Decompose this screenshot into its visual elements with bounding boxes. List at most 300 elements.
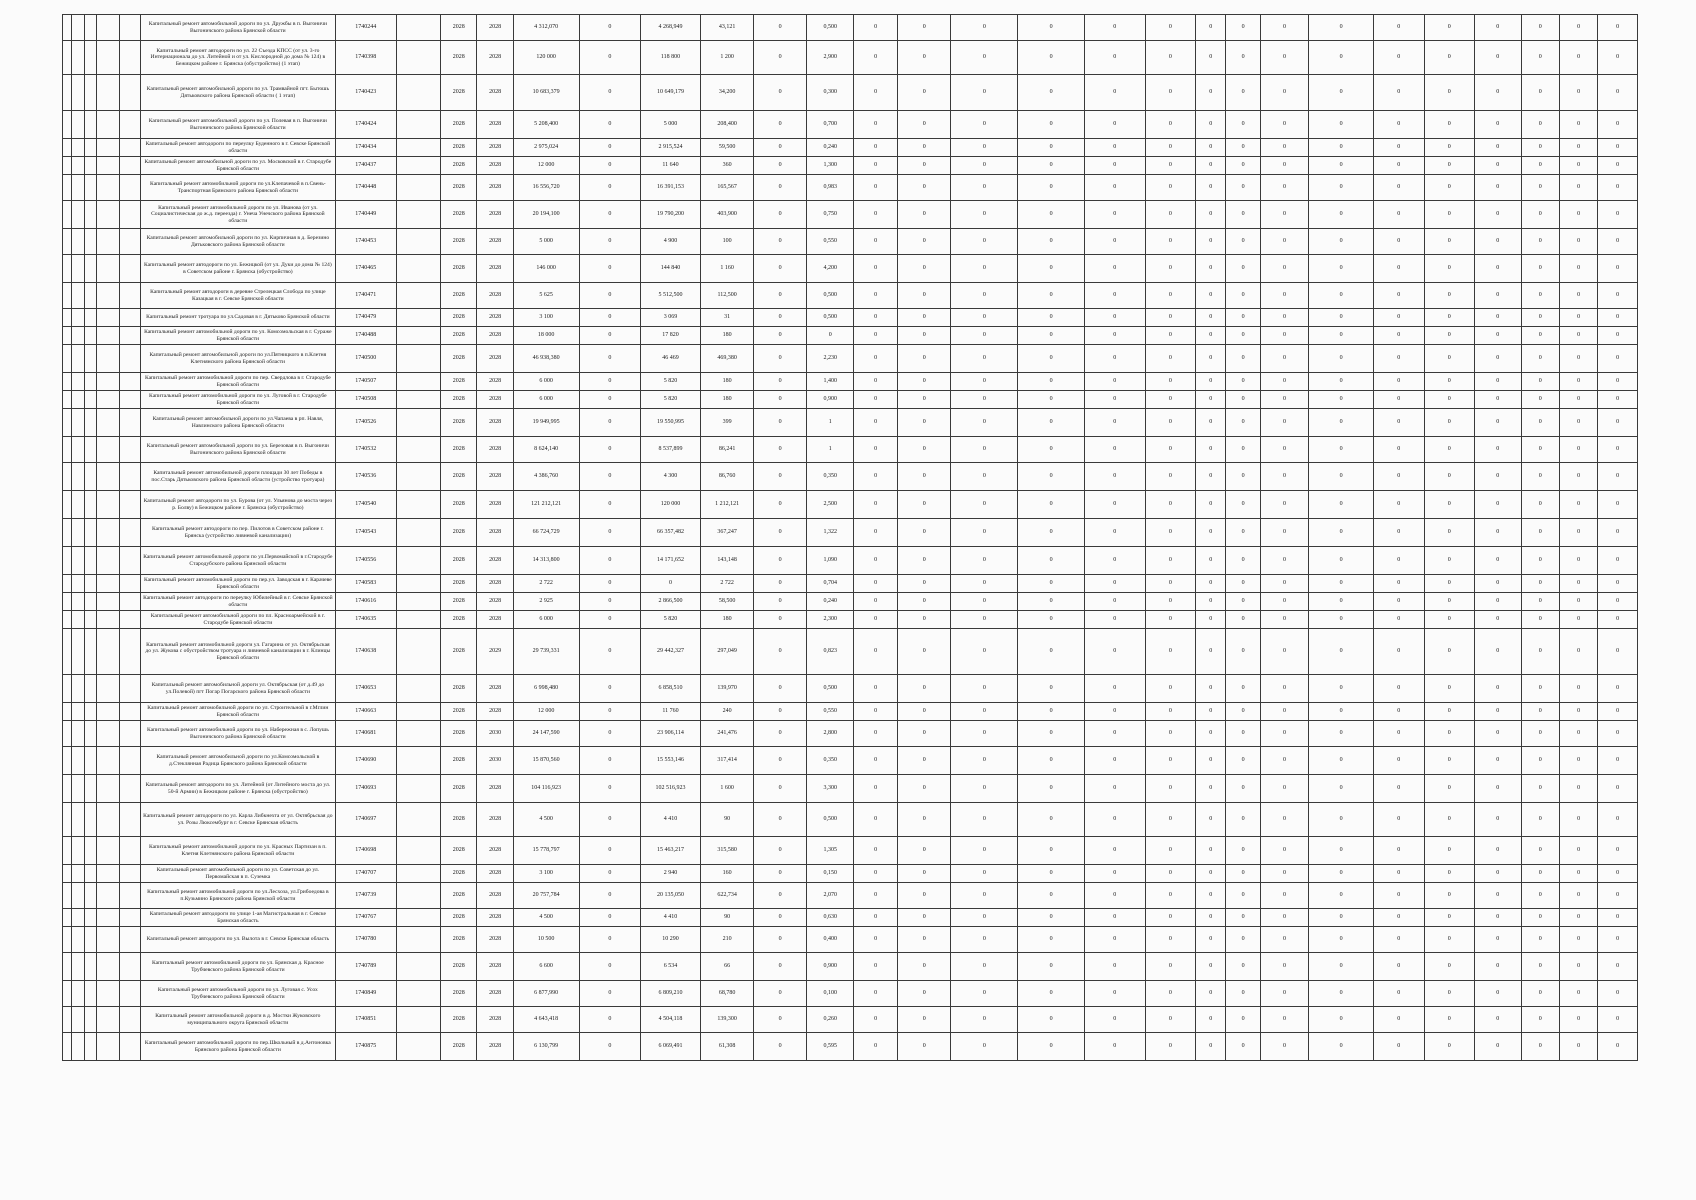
other-sources-cell: 0 [754, 575, 807, 593]
empty-cell [396, 1033, 440, 1061]
zero-value-cell: 0 [1260, 229, 1309, 255]
zero-value-cell: 0 [1559, 721, 1597, 747]
blank-cell [63, 629, 72, 675]
other-sources-cell: 0 [754, 75, 807, 111]
zero-value-cell: 0 [1475, 547, 1522, 575]
zero-value-cell: 0 [1559, 629, 1597, 675]
end-year-cell: 2028 [477, 703, 513, 721]
other-sources-cell: 0 [754, 345, 807, 373]
length-km-cell: 1 [806, 437, 854, 463]
start-year-cell: 2028 [441, 283, 477, 309]
zero-value-cell: 0 [897, 803, 951, 837]
zero-value-cell: 0 [1424, 345, 1475, 373]
object-code-cell: 1740479 [335, 309, 396, 327]
object-code-cell: 1740681 [335, 721, 396, 747]
zero-value-cell: 0 [1196, 1033, 1226, 1061]
zero-value-cell: 0 [1475, 775, 1522, 803]
regional-budget-cell: 11 640 [641, 157, 701, 175]
zero-value-cell: 0 [1309, 139, 1374, 157]
zero-value-cell: 0 [1145, 629, 1196, 675]
blank-cell [63, 547, 72, 575]
start-year-cell: 2028 [441, 391, 477, 409]
start-year-cell: 2028 [441, 547, 477, 575]
blank-cell [72, 1007, 85, 1033]
end-year-cell: 2028 [477, 309, 513, 327]
blank-cell [72, 519, 85, 547]
zero-value-cell: 0 [1559, 519, 1597, 547]
table-row [63, 75, 1638, 111]
empty-cell [396, 865, 440, 883]
zero-value-cell: 0 [1598, 1033, 1638, 1061]
zero-value-cell: 0 [951, 547, 1018, 575]
blank-cell [63, 611, 72, 629]
blank-cell [85, 575, 97, 593]
table-row [63, 463, 1638, 491]
object-name-cell: Капитальный ремонт автомобильной дороги по пер. Свердлова в г. Стародубе Брянской области [140, 373, 335, 391]
zero-value-cell: 0 [1018, 409, 1085, 437]
object-code-cell: 1740616 [335, 593, 396, 611]
zero-value-cell: 0 [1260, 909, 1309, 927]
zero-value-cell: 0 [1475, 309, 1522, 327]
table-row [63, 1007, 1638, 1033]
zero-value-cell: 0 [1559, 803, 1597, 837]
road-repair-table [62, 14, 1638, 1061]
zero-value-cell: 0 [1598, 1007, 1638, 1033]
empty-cell [396, 837, 440, 865]
zero-value-cell: 0 [1309, 463, 1374, 491]
blank-cell [63, 409, 72, 437]
regional-budget-cell: 14 171,652 [641, 547, 701, 575]
local-budget-cell: 59,500 [700, 139, 754, 157]
zero-value-cell: 0 [1521, 675, 1559, 703]
local-budget-cell: 210 [700, 927, 754, 953]
blank-cell [97, 1007, 119, 1033]
table-row [63, 437, 1638, 463]
blank-cell [63, 175, 72, 201]
empty-cell [396, 309, 440, 327]
zero-value-cell: 0 [1309, 837, 1374, 865]
zero-value-cell: 0 [951, 629, 1018, 675]
zero-value-cell: 0 [1373, 437, 1424, 463]
zero-value-cell: 0 [1018, 775, 1085, 803]
zero-value-cell: 0 [854, 175, 897, 201]
zero-value-cell: 0 [1521, 953, 1559, 981]
blank-cell [97, 703, 119, 721]
object-code-cell: 1740767 [335, 909, 396, 927]
zero-value-cell: 0 [1018, 463, 1085, 491]
zero-value-cell: 0 [897, 175, 951, 201]
blank-cell [97, 15, 119, 41]
federal-budget-cell: 0 [579, 927, 641, 953]
zero-value-cell: 0 [1145, 593, 1196, 611]
blank-cell [97, 803, 119, 837]
empty-cell [396, 391, 440, 409]
zero-value-cell: 0 [1424, 175, 1475, 201]
zero-value-cell: 0 [1260, 391, 1309, 409]
zero-value-cell: 0 [1018, 803, 1085, 837]
start-year-cell: 2028 [441, 575, 477, 593]
start-year-cell: 2028 [441, 953, 477, 981]
start-year-cell: 2028 [441, 593, 477, 611]
zero-value-cell: 0 [1373, 775, 1424, 803]
zero-value-cell: 0 [1424, 927, 1475, 953]
zero-value-cell: 0 [1559, 927, 1597, 953]
zero-value-cell: 0 [897, 575, 951, 593]
blank-cell [72, 283, 85, 309]
zero-value-cell: 0 [1424, 255, 1475, 283]
zero-value-cell: 0 [897, 547, 951, 575]
blank-cell [63, 201, 72, 229]
zero-value-cell: 0 [1196, 201, 1226, 229]
zero-value-cell: 0 [951, 75, 1018, 111]
zero-value-cell: 0 [951, 703, 1018, 721]
zero-value-cell: 0 [1559, 953, 1597, 981]
regional-budget-cell: 11 760 [641, 703, 701, 721]
federal-budget-cell: 0 [579, 463, 641, 491]
zero-value-cell: 0 [1309, 157, 1374, 175]
zero-value-cell: 0 [1018, 1033, 1085, 1061]
blank-cell [119, 1033, 140, 1061]
zero-value-cell: 0 [1373, 721, 1424, 747]
zero-value-cell: 0 [951, 721, 1018, 747]
zero-value-cell: 0 [1226, 373, 1260, 391]
object-name-cell: Капитальный ремонт автомобильной дороги по ул. Луговой в г. Стародубе Брянской области [140, 391, 335, 409]
end-year-cell: 2028 [477, 139, 513, 157]
zero-value-cell: 0 [1559, 229, 1597, 255]
zero-value-cell: 0 [1018, 703, 1085, 721]
blank-cell [97, 345, 119, 373]
object-name-cell: Капитальный ремонт автомобильной дороги по ул. Луговая с. Усох Трубчевского района Брянской области [140, 981, 335, 1007]
zero-value-cell: 0 [1084, 927, 1145, 953]
federal-budget-cell: 0 [579, 593, 641, 611]
object-code-cell: 1740449 [335, 201, 396, 229]
zero-value-cell: 0 [1309, 41, 1374, 75]
zero-value-cell: 0 [1145, 837, 1196, 865]
zero-value-cell: 0 [1196, 409, 1226, 437]
blank-cell [63, 157, 72, 175]
zero-value-cell: 0 [1598, 803, 1638, 837]
other-sources-cell: 0 [754, 865, 807, 883]
zero-value-cell: 0 [1145, 437, 1196, 463]
blank-cell [85, 865, 97, 883]
blank-cell [85, 981, 97, 1007]
zero-value-cell: 0 [854, 865, 897, 883]
end-year-cell: 2028 [477, 611, 513, 629]
zero-value-cell: 0 [1145, 803, 1196, 837]
end-year-cell: 2028 [477, 1033, 513, 1061]
zero-value-cell: 0 [1018, 373, 1085, 391]
blank-cell [85, 229, 97, 255]
zero-value-cell: 0 [1018, 75, 1085, 111]
zero-value-cell: 0 [1475, 409, 1522, 437]
table-row [63, 865, 1638, 883]
blank-cell [72, 629, 85, 675]
zero-value-cell: 0 [854, 345, 897, 373]
start-year-cell: 2028 [441, 175, 477, 201]
other-sources-cell: 0 [754, 547, 807, 575]
local-budget-cell: 622,734 [700, 883, 754, 909]
zero-value-cell: 0 [854, 391, 897, 409]
local-budget-cell: 86,760 [700, 463, 754, 491]
regional-budget-cell: 17 820 [641, 327, 701, 345]
zero-value-cell: 0 [1196, 437, 1226, 463]
regional-budget-cell: 15 463,217 [641, 837, 701, 865]
length-km-cell: 2,800 [806, 721, 854, 747]
blank-cell [63, 1007, 72, 1033]
zero-value-cell: 0 [1475, 41, 1522, 75]
other-sources-cell: 0 [754, 373, 807, 391]
federal-budget-cell: 0 [579, 1033, 641, 1061]
end-year-cell: 2028 [477, 255, 513, 283]
blank-cell [72, 75, 85, 111]
length-km-cell: 0 [806, 327, 854, 345]
zero-value-cell: 0 [1196, 175, 1226, 201]
blank-cell [97, 327, 119, 345]
regional-budget-cell: 16 391,153 [641, 175, 701, 201]
blank-cell [85, 309, 97, 327]
zero-value-cell: 0 [1373, 283, 1424, 309]
other-sources-cell: 0 [754, 629, 807, 675]
zero-value-cell: 0 [1309, 547, 1374, 575]
blank-cell [63, 927, 72, 953]
federal-budget-cell: 0 [579, 703, 641, 721]
zero-value-cell: 0 [951, 1033, 1018, 1061]
regional-budget-cell: 46 469 [641, 345, 701, 373]
zero-value-cell: 0 [1424, 675, 1475, 703]
regional-budget-cell: 10 649,179 [641, 75, 701, 111]
zero-value-cell: 0 [1226, 927, 1260, 953]
zero-value-cell: 0 [1260, 139, 1309, 157]
zero-value-cell: 0 [897, 883, 951, 909]
zero-value-cell: 0 [1521, 837, 1559, 865]
zero-value-cell: 0 [897, 41, 951, 75]
total-cost-cell: 4 643,418 [513, 1007, 579, 1033]
blank-cell [72, 865, 85, 883]
zero-value-cell: 0 [1559, 309, 1597, 327]
zero-value-cell: 0 [1196, 75, 1226, 111]
blank-cell [72, 255, 85, 283]
local-budget-cell: 90 [700, 803, 754, 837]
start-year-cell: 2028 [441, 327, 477, 345]
zero-value-cell: 0 [1196, 157, 1226, 175]
zero-value-cell: 0 [1196, 865, 1226, 883]
local-budget-cell: 208,400 [700, 111, 754, 139]
zero-value-cell: 0 [1018, 345, 1085, 373]
zero-value-cell: 0 [1521, 721, 1559, 747]
zero-value-cell: 0 [1559, 909, 1597, 927]
zero-value-cell: 0 [1424, 575, 1475, 593]
blank-cell [119, 865, 140, 883]
start-year-cell: 2028 [441, 41, 477, 75]
zero-value-cell: 0 [1373, 255, 1424, 283]
length-km-cell: 0,750 [806, 201, 854, 229]
object-name-cell: Капитальный ремонт автомобильной дороги по ул. Брянская д. Красное Трубчевского района Брянской области [140, 953, 335, 981]
length-km-cell: 1,400 [806, 373, 854, 391]
blank-cell [72, 981, 85, 1007]
zero-value-cell: 0 [1424, 437, 1475, 463]
zero-value-cell: 0 [1598, 75, 1638, 111]
blank-cell [85, 883, 97, 909]
zero-value-cell: 0 [1145, 345, 1196, 373]
zero-value-cell: 0 [1018, 157, 1085, 175]
object-code-cell: 1740653 [335, 675, 396, 703]
zero-value-cell: 0 [1475, 15, 1522, 41]
other-sources-cell: 0 [754, 703, 807, 721]
zero-value-cell: 0 [1424, 519, 1475, 547]
zero-value-cell: 0 [854, 675, 897, 703]
zero-value-cell: 0 [854, 41, 897, 75]
empty-cell [396, 721, 440, 747]
blank-cell [63, 15, 72, 41]
zero-value-cell: 0 [1260, 703, 1309, 721]
zero-value-cell: 0 [1260, 547, 1309, 575]
zero-value-cell: 0 [1598, 747, 1638, 775]
zero-value-cell: 0 [1196, 611, 1226, 629]
zero-value-cell: 0 [951, 519, 1018, 547]
zero-value-cell: 0 [897, 201, 951, 229]
zero-value-cell: 0 [1084, 373, 1145, 391]
federal-budget-cell: 0 [579, 519, 641, 547]
regional-budget-cell: 66 357,482 [641, 519, 701, 547]
zero-value-cell: 0 [1559, 345, 1597, 373]
federal-budget-cell: 0 [579, 283, 641, 309]
object-code-cell: 1740663 [335, 703, 396, 721]
zero-value-cell: 0 [1309, 75, 1374, 111]
zero-value-cell: 0 [1226, 309, 1260, 327]
zero-value-cell: 0 [1226, 547, 1260, 575]
local-budget-cell: 399 [700, 409, 754, 437]
length-km-cell: 0,500 [806, 675, 854, 703]
zero-value-cell: 0 [1373, 229, 1424, 255]
object-name-cell: Капитальный ремонт тротуара по ул.Садовая в г. Дятьково Брянской области [140, 309, 335, 327]
federal-budget-cell: 0 [579, 953, 641, 981]
object-name-cell: Капитальный ремонт автомобильной дороги по ул.Клепачевой в п.Свень-Транспортная Брянского района Брянской области [140, 175, 335, 201]
length-km-cell: 0,900 [806, 391, 854, 409]
total-cost-cell: 8 624,140 [513, 437, 579, 463]
blank-cell [85, 629, 97, 675]
empty-cell [396, 611, 440, 629]
blank-cell [85, 953, 97, 981]
zero-value-cell: 0 [1475, 909, 1522, 927]
table-row [63, 611, 1638, 629]
blank-cell [119, 345, 140, 373]
zero-value-cell: 0 [1196, 837, 1226, 865]
blank-cell [63, 703, 72, 721]
zero-value-cell: 0 [1424, 75, 1475, 111]
blank-cell [63, 747, 72, 775]
zero-value-cell: 0 [897, 391, 951, 409]
zero-value-cell: 0 [1309, 1033, 1374, 1061]
zero-value-cell: 0 [1084, 437, 1145, 463]
table-row [63, 409, 1638, 437]
blank-cell [119, 175, 140, 201]
zero-value-cell: 0 [1598, 201, 1638, 229]
start-year-cell: 2028 [441, 463, 477, 491]
zero-value-cell: 0 [1226, 629, 1260, 675]
zero-value-cell: 0 [1145, 283, 1196, 309]
local-budget-cell: 1 212,121 [700, 491, 754, 519]
blank-cell [97, 409, 119, 437]
regional-budget-cell: 6 534 [641, 953, 701, 981]
zero-value-cell: 0 [1559, 391, 1597, 409]
zero-value-cell: 0 [1018, 721, 1085, 747]
regional-budget-cell: 3 069 [641, 309, 701, 327]
zero-value-cell: 0 [1475, 519, 1522, 547]
zero-value-cell: 0 [1018, 953, 1085, 981]
local-budget-cell: 66 [700, 953, 754, 981]
zero-value-cell: 0 [1196, 747, 1226, 775]
total-cost-cell: 3 100 [513, 309, 579, 327]
zero-value-cell: 0 [1373, 883, 1424, 909]
blank-cell [97, 201, 119, 229]
blank-cell [97, 519, 119, 547]
blank-cell [72, 775, 85, 803]
zero-value-cell: 0 [1196, 803, 1226, 837]
zero-value-cell: 0 [1309, 747, 1374, 775]
table-row [63, 327, 1638, 345]
blank-cell [63, 75, 72, 111]
blank-cell [85, 345, 97, 373]
blank-cell [85, 1033, 97, 1061]
zero-value-cell: 0 [1084, 327, 1145, 345]
blank-cell [85, 927, 97, 953]
empty-cell [396, 629, 440, 675]
end-year-cell: 2028 [477, 953, 513, 981]
zero-value-cell: 0 [1559, 575, 1597, 593]
federal-budget-cell: 0 [579, 75, 641, 111]
table-row [63, 111, 1638, 139]
zero-value-cell: 0 [1309, 391, 1374, 409]
zero-value-cell: 0 [951, 675, 1018, 703]
blank-cell [72, 373, 85, 391]
zero-value-cell: 0 [1598, 345, 1638, 373]
zero-value-cell: 0 [1226, 283, 1260, 309]
zero-value-cell: 0 [1196, 463, 1226, 491]
zero-value-cell: 0 [1373, 837, 1424, 865]
zero-value-cell: 0 [1084, 593, 1145, 611]
zero-value-cell: 0 [1475, 491, 1522, 519]
zero-value-cell: 0 [1559, 327, 1597, 345]
zero-value-cell: 0 [1475, 157, 1522, 175]
table-row [63, 703, 1638, 721]
zero-value-cell: 0 [1309, 775, 1374, 803]
object-name-cell: Капитальный ремонт автомобильной дороги по ул.Пятницкого в п.Клетня Клетнянского района Брянской области [140, 345, 335, 373]
blank-cell [63, 721, 72, 747]
blank-cell [85, 611, 97, 629]
object-name-cell: Капитальный ремонт автомобильной дороги по пер.Школьный в д.Антоновка Брянского района Брянской области [140, 1033, 335, 1061]
blank-cell [63, 953, 72, 981]
zero-value-cell: 0 [1424, 327, 1475, 345]
end-year-cell: 2028 [477, 437, 513, 463]
object-code-cell: 1740875 [335, 1033, 396, 1061]
federal-budget-cell: 0 [579, 675, 641, 703]
blank-cell [72, 139, 85, 157]
zero-value-cell: 0 [1373, 491, 1424, 519]
total-cost-cell: 6 130,799 [513, 1033, 579, 1061]
zero-value-cell: 0 [1373, 345, 1424, 373]
object-name-cell: Капитальный ремонт автомобильной дороги по ул. Советская до ул. Первомайская в п. Суземка [140, 865, 335, 883]
end-year-cell: 2028 [477, 547, 513, 575]
zero-value-cell: 0 [1018, 747, 1085, 775]
table-row [63, 309, 1638, 327]
blank-cell [85, 41, 97, 75]
local-budget-cell: 43,121 [700, 15, 754, 41]
zero-value-cell: 0 [854, 575, 897, 593]
zero-value-cell: 0 [1521, 909, 1559, 927]
blank-cell [97, 953, 119, 981]
object-name-cell: Капитальный ремонт автомобильной дороги по ул. Иванова (от ул. Социалистическая до ж.д. переезда) г. Унеча Унечского района Брянской области [140, 201, 335, 229]
zero-value-cell: 0 [1260, 803, 1309, 837]
